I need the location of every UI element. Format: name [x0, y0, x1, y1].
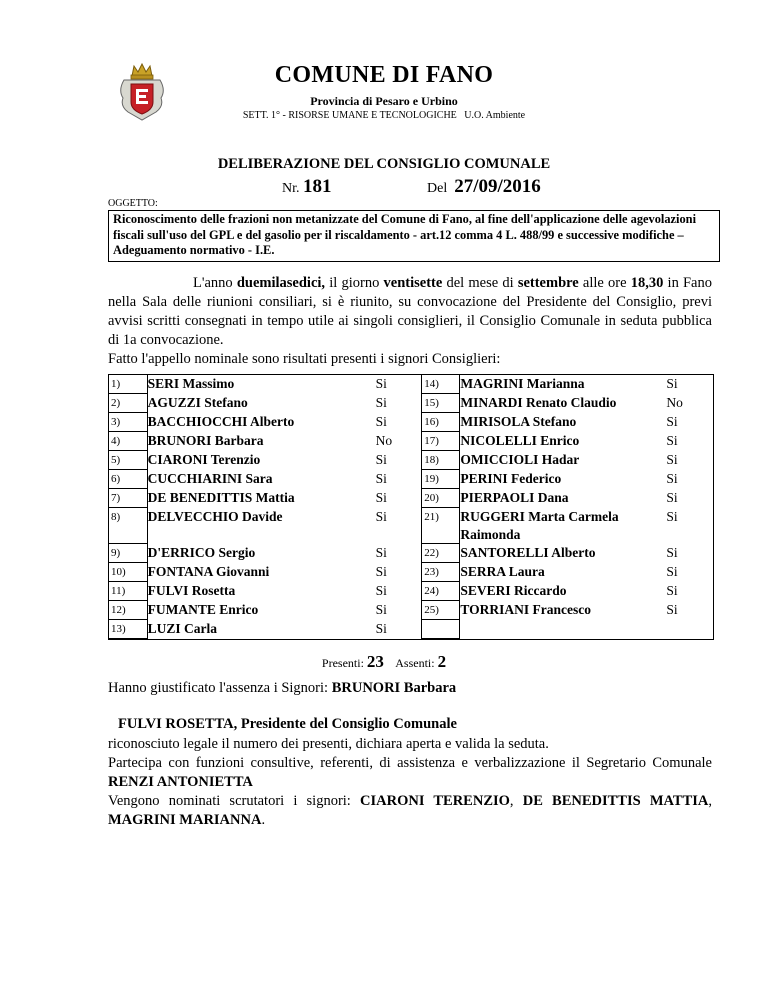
member-status: Si	[666, 470, 678, 486]
president-line: FULVI ROSETTA, Presidente del Consiglio Comunale	[118, 716, 457, 732]
member-status: Si	[376, 601, 422, 620]
separator: .	[261, 812, 266, 828]
member-number: 7)	[109, 489, 147, 508]
member-status: Si	[376, 470, 422, 489]
member-status: Si	[376, 544, 422, 563]
member-status: Si	[376, 508, 422, 544]
member-number: 10)	[109, 563, 147, 582]
intro-text: del mese di	[442, 275, 518, 291]
intro-text: L'anno	[193, 275, 237, 291]
scrutineers-text: Vengono nominati scrutatori i signori:	[108, 793, 361, 809]
member-number: 5)	[109, 451, 147, 470]
member-status: Si	[666, 582, 678, 598]
council-row	[109, 470, 713, 489]
subject-box: Riconoscimento delle frazioni non metanizzate del Comune di Fano, al fine dell'applicazione delle agevolazioni fiscali sull'uso del GPL e del gasolio per il riscaldamento - art.12 comma 4 L. 488/99 e successive modifiche – Adeguamento normativo - I.E.	[108, 210, 720, 262]
member-name: PERINI Federico	[460, 470, 562, 486]
member-name	[460, 620, 667, 639]
intro-text: in Fano nella Sala delle riunioni consiliari, si è riunito, su convocazione del Presidente del Consiglio, previ avvisi scritti consegnati in tempo utile ai singoli consiglieri, il Consiglio Comunale in seduta pubblica di 1a convocazione.	[108, 275, 712, 348]
member-status: No	[666, 394, 683, 410]
member-name: DE BENEDITTIS Mattia	[147, 489, 295, 505]
intro-paragraph	[108, 274, 712, 369]
present-label: Presenti:	[321, 656, 364, 670]
member-name: SEVERI Riccardo	[460, 582, 567, 598]
member-status	[666, 620, 712, 639]
member-status: Si	[376, 563, 422, 582]
scrutineer-name: MAGRINI MARIANNA	[108, 812, 262, 828]
member-status: Si	[666, 601, 678, 617]
member-status: Si	[666, 508, 678, 524]
member-status: Si	[376, 489, 422, 508]
member-number: 1)	[109, 375, 147, 394]
presence-summary	[0, 652, 768, 672]
scrutineer-name: DE BENEDITTIS MATTIA	[522, 793, 709, 809]
member-name: TORRIANI Francesco	[460, 601, 591, 617]
member-number: 23)	[422, 563, 460, 582]
absent-count: 2	[437, 652, 447, 671]
number-label: Nr.	[282, 181, 300, 196]
member-status: Si	[376, 413, 422, 432]
deliberation-title: DELIBERAZIONE DEL CONSIGLIO COMUNALE	[217, 156, 551, 172]
member-number: 21)	[422, 508, 460, 544]
separator: ,	[708, 793, 712, 809]
council-row	[109, 432, 713, 451]
member-status: Si	[666, 489, 678, 505]
member-number: 2)	[109, 394, 147, 413]
member-name: FULVI Rosetta	[147, 582, 236, 598]
member-status: Si	[666, 563, 678, 579]
member-name: RUGGERI Marta Carmela Raimonda	[460, 508, 619, 542]
secretary-name: RENZI ANTONIETTA	[108, 774, 253, 790]
member-name: D'ERRICO Sergio	[147, 544, 256, 560]
scrutineer-name: CIARONI TERENZIO	[360, 793, 510, 809]
member-number: 22)	[422, 544, 460, 563]
member-name: OMICCIOLI Hadar	[460, 451, 580, 467]
council-row	[109, 563, 713, 582]
council-row	[109, 413, 713, 432]
member-number: 17)	[422, 432, 460, 451]
member-name: BACCHIOCCHI Alberto	[147, 413, 295, 429]
present-count: 23	[366, 652, 384, 671]
council-row	[109, 489, 713, 508]
member-name: DELVECCHIO Davide	[147, 508, 283, 524]
council-row	[109, 544, 713, 563]
roll-call-text: Fatto l'appello nominale sono risultati presenti i signori Consiglieri:	[108, 351, 501, 367]
member-name: MAGRINI Marianna	[460, 376, 585, 391]
day-word: ventisette	[383, 275, 443, 291]
member-name: PIERPAOLI Dana	[460, 489, 569, 505]
member-number: 18)	[422, 451, 460, 470]
member-status: Si	[376, 620, 422, 639]
council-row	[109, 508, 713, 544]
year-word: duemilasedici,	[236, 275, 326, 291]
member-name: CUCCHIARINI Sara	[147, 470, 273, 486]
member-name: FUMANTE Enrico	[147, 601, 259, 617]
member-number: 19)	[422, 470, 460, 489]
number-value: 181	[303, 176, 332, 197]
member-number: 6)	[109, 470, 147, 489]
member-status: Si	[666, 413, 678, 429]
member-number: 4)	[109, 432, 147, 451]
unit-name: U.O. Ambiente	[464, 110, 526, 121]
sector-line	[0, 110, 768, 121]
closing-paragraph	[108, 735, 712, 830]
scrutineers-paragraph	[108, 792, 712, 830]
member-number: 25)	[422, 601, 460, 620]
member-number: 15)	[422, 394, 460, 413]
council-row	[109, 620, 713, 639]
time-value: 18,30	[630, 275, 664, 291]
member-name: SERI Massimo	[147, 376, 235, 391]
member-status: Si	[666, 432, 678, 448]
member-status: Si	[666, 451, 678, 467]
member-number: 9)	[109, 544, 147, 563]
member-name: NICOLELLI Enrico	[460, 432, 580, 448]
member-number	[422, 620, 460, 639]
absent-label: Assenti:	[395, 656, 435, 670]
sector-name: SETT. 1° - RISORSE UMANE E TECNOLOGICHE	[242, 110, 457, 121]
province-subtitle: Provincia di Pesaro e Urbino	[310, 94, 458, 108]
council-table	[108, 374, 714, 640]
month-word: settembre	[517, 275, 579, 291]
member-name: SERRA Laura	[460, 563, 545, 579]
member-number: 20)	[422, 489, 460, 508]
member-name: LUZI Carla	[147, 620, 217, 636]
member-status: Si	[376, 451, 422, 470]
council-row	[109, 375, 713, 394]
secretary-paragraph	[108, 754, 712, 792]
council-row	[109, 582, 713, 601]
member-number: 14)	[422, 375, 460, 394]
justified-names: BRUNORI Barbara	[331, 680, 457, 696]
member-name: SANTORELLI Alberto	[460, 544, 596, 560]
separator: ,	[509, 793, 523, 809]
member-name: FONTANA Giovanni	[147, 563, 270, 579]
justified-text: Hanno giustificato l'assenza i Signori:	[108, 680, 332, 696]
member-number: 13)	[109, 620, 147, 639]
member-status: Si	[666, 376, 678, 391]
member-name: CIARONI Terenzio	[147, 451, 261, 467]
member-name: MIRISOLA Stefano	[460, 413, 577, 429]
member-status: Si	[376, 375, 422, 394]
member-status: Si	[376, 394, 422, 413]
member-status: No	[376, 432, 422, 451]
member-name: MINARDI Renato Claudio	[460, 394, 617, 410]
member-number: 11)	[109, 582, 147, 601]
member-status: Si	[376, 582, 422, 601]
intro-text: alle ore	[578, 275, 631, 291]
legal-text: riconosciuto legale il numero dei presenti, dichiara aperta e valida la seduta.	[108, 736, 549, 752]
member-number: 16)	[422, 413, 460, 432]
council-row	[109, 394, 713, 413]
intro-text: il giorno	[325, 275, 384, 291]
municipality-title: COMUNE DI FANO	[274, 62, 494, 88]
member-name: BRUNORI Barbara	[147, 432, 264, 448]
council-row	[109, 451, 713, 470]
member-number: 8)	[109, 508, 147, 544]
member-name: AGUZZI Stefano	[147, 394, 248, 410]
member-status: Si	[666, 544, 678, 560]
member-number: 24)	[422, 582, 460, 601]
secretary-text: Partecipa con funzioni consultive, referenti, di assistenza e verbalizzazione il Segretario Comunale	[108, 755, 712, 771]
council-row	[109, 601, 713, 620]
member-number: 12)	[109, 601, 147, 620]
date-label: Del	[427, 181, 448, 196]
date-value: 27/09/2016	[454, 176, 541, 197]
justified-absence	[108, 680, 456, 697]
member-number: 3)	[109, 413, 147, 432]
subject-label: OGGETTO:	[108, 198, 158, 209]
